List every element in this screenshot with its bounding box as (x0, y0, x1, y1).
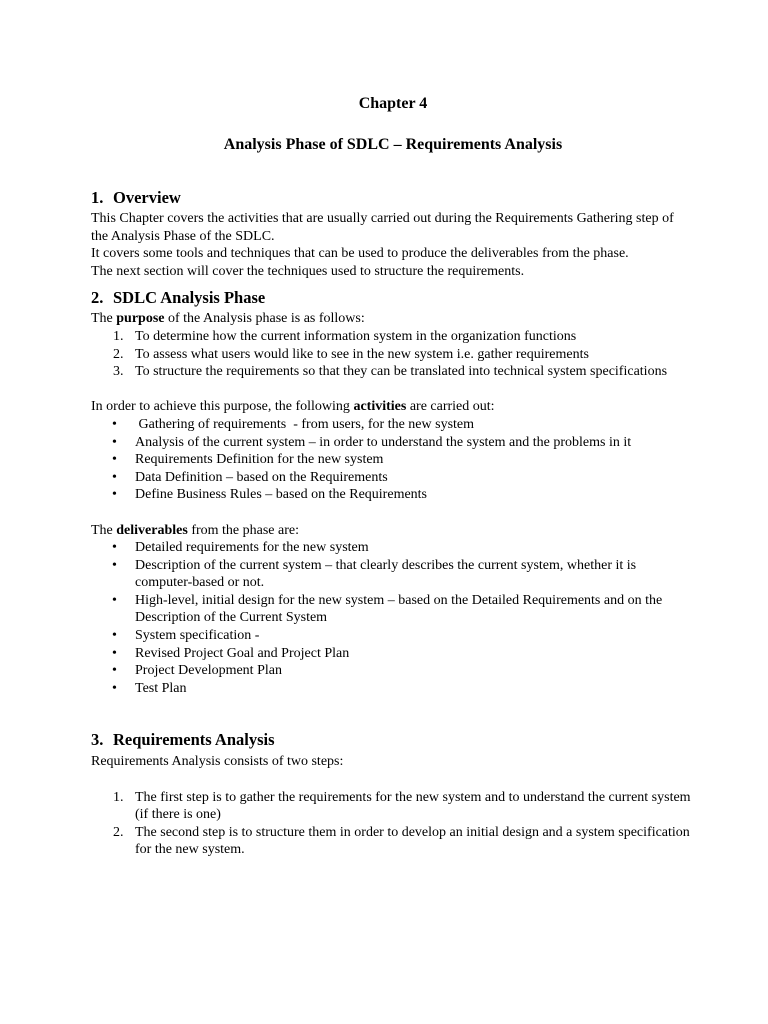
list-item-text: Detailed requirements for the new system (135, 540, 369, 556)
list-item-text: Requirements Definition for the new system (135, 452, 384, 468)
spacer (91, 771, 691, 789)
list-item (91, 363, 691, 381)
chapter-title: Chapter 4 (358, 95, 428, 112)
list-item-text: To assess what users would like to see in the new system i.e. gather requirements (135, 346, 589, 362)
bullet-icon: • (112, 663, 117, 679)
bullet-icon: • (112, 645, 117, 661)
document-page (91, 94, 691, 859)
list-item (91, 539, 691, 557)
list-number: 3. (113, 364, 124, 380)
list-item (91, 824, 691, 859)
bullet-icon: • (112, 416, 117, 432)
list-item-text: Test Plan (135, 680, 187, 696)
list-item-text: Description of the current system – that clearly describes the current system, whether it is computer-based or not. (135, 557, 637, 591)
bullet-icon: • (112, 628, 117, 644)
section-number: 3. (91, 730, 104, 750)
activities-keyword: activities (353, 399, 407, 415)
list-item (91, 346, 691, 364)
list-item (91, 416, 691, 434)
list-item-text: The first step is to gather the requirements for the new system and to understand the current system (if there is one) (135, 789, 691, 823)
requirements-intro: Requirements Analysis consists of two steps: (91, 754, 344, 770)
bullet-icon: • (112, 540, 117, 556)
deliverables-keyword: deliverables (116, 522, 188, 538)
list-item (91, 789, 691, 824)
list-item-text: Define Business Rules – based on the Requirements (135, 487, 428, 503)
bullet-icon: • (112, 592, 117, 608)
overview-paragraph: It covers some tools and techniques that can be used to produce the deliverables from the phase. (91, 246, 629, 262)
list-number: 1. (113, 328, 124, 344)
list-item-text: Revised Project Goal and Project Plan (135, 645, 350, 661)
list-item (91, 645, 691, 663)
list-item-text: Project Development Plan (135, 663, 282, 679)
section-title: Requirements Analysis (113, 730, 275, 750)
activities-intro (91, 398, 691, 416)
deliverables-intro (91, 522, 691, 540)
purpose-intro (91, 310, 691, 328)
list-number: 1. (113, 789, 124, 805)
section-heading-overview (91, 188, 691, 208)
list-item-text: To determine how the current information system in the organization functions (135, 328, 577, 344)
list-item-text: High-level, initial design for the new system – based on the Detailed Requirements and on the Description of the Current System (135, 592, 663, 626)
section-number: 2. (91, 288, 104, 308)
activities-intro-text: are carried out: (406, 399, 495, 415)
list-item (91, 328, 691, 346)
deliverables-intro-text: from the phase are: (187, 522, 299, 538)
list-item (91, 557, 691, 592)
spacer (91, 504, 691, 522)
bullet-icon: • (112, 469, 117, 485)
section-title: SDLC Analysis Phase (113, 288, 266, 308)
deliverables-list (91, 539, 691, 697)
purpose-keyword: purpose (116, 311, 165, 327)
spacer (91, 381, 691, 399)
steps-list (91, 789, 691, 859)
list-item (91, 451, 691, 469)
section-heading-analysis-phase (91, 288, 691, 308)
list-item-text: Gathering of requirements - from users, for the new system (135, 416, 475, 432)
purpose-intro-text: of the Analysis phase is as follows: (164, 311, 365, 327)
chapter-subtitle: Analysis Phase of SDLC – Requirements Analysis (223, 136, 563, 153)
list-item (91, 486, 691, 504)
list-item-text: To structure the requirements so that they can be translated into technical system specifications (135, 364, 668, 380)
section-title: Overview (113, 188, 181, 207)
overview-body (91, 210, 691, 280)
deliverables-intro-text: The (91, 522, 117, 538)
list-item (91, 680, 691, 698)
bullet-icon: • (112, 452, 117, 468)
bullet-icon: • (112, 557, 117, 573)
section-heading-requirements-analysis (91, 730, 691, 750)
list-item-text: System specification - (135, 628, 260, 644)
overview-paragraph: The next section will cover the techniques used to structure the requirements. (91, 263, 525, 279)
bullet-icon: • (112, 434, 117, 450)
list-item (91, 592, 691, 627)
list-item (91, 627, 691, 645)
activities-intro-text: In order to achieve this purpose, the following (91, 399, 354, 415)
list-item (91, 469, 691, 487)
bullet-icon: • (112, 487, 117, 503)
purpose-intro-text: The (91, 311, 117, 327)
purpose-list (91, 328, 691, 381)
list-item (91, 662, 691, 680)
list-item-text: Data Definition – based on the Requirements (135, 469, 388, 485)
overview-paragraph: This Chapter covers the activities that are usually carried out during the Requirements Gathering step of the Analysis Phase of the SDLC. (91, 211, 674, 244)
activities-list (91, 416, 691, 504)
list-number: 2. (113, 824, 124, 840)
list-item-text: Analysis of the current system – in order to understand the system and the problems in it (135, 434, 632, 450)
list-item (91, 434, 691, 452)
list-item-text: The second step is to structure them in order to develop an initial design and a system specification for the new system. (135, 824, 690, 858)
bullet-icon: • (112, 680, 117, 696)
list-number: 2. (113, 346, 124, 362)
section-number: 1. (91, 188, 104, 207)
